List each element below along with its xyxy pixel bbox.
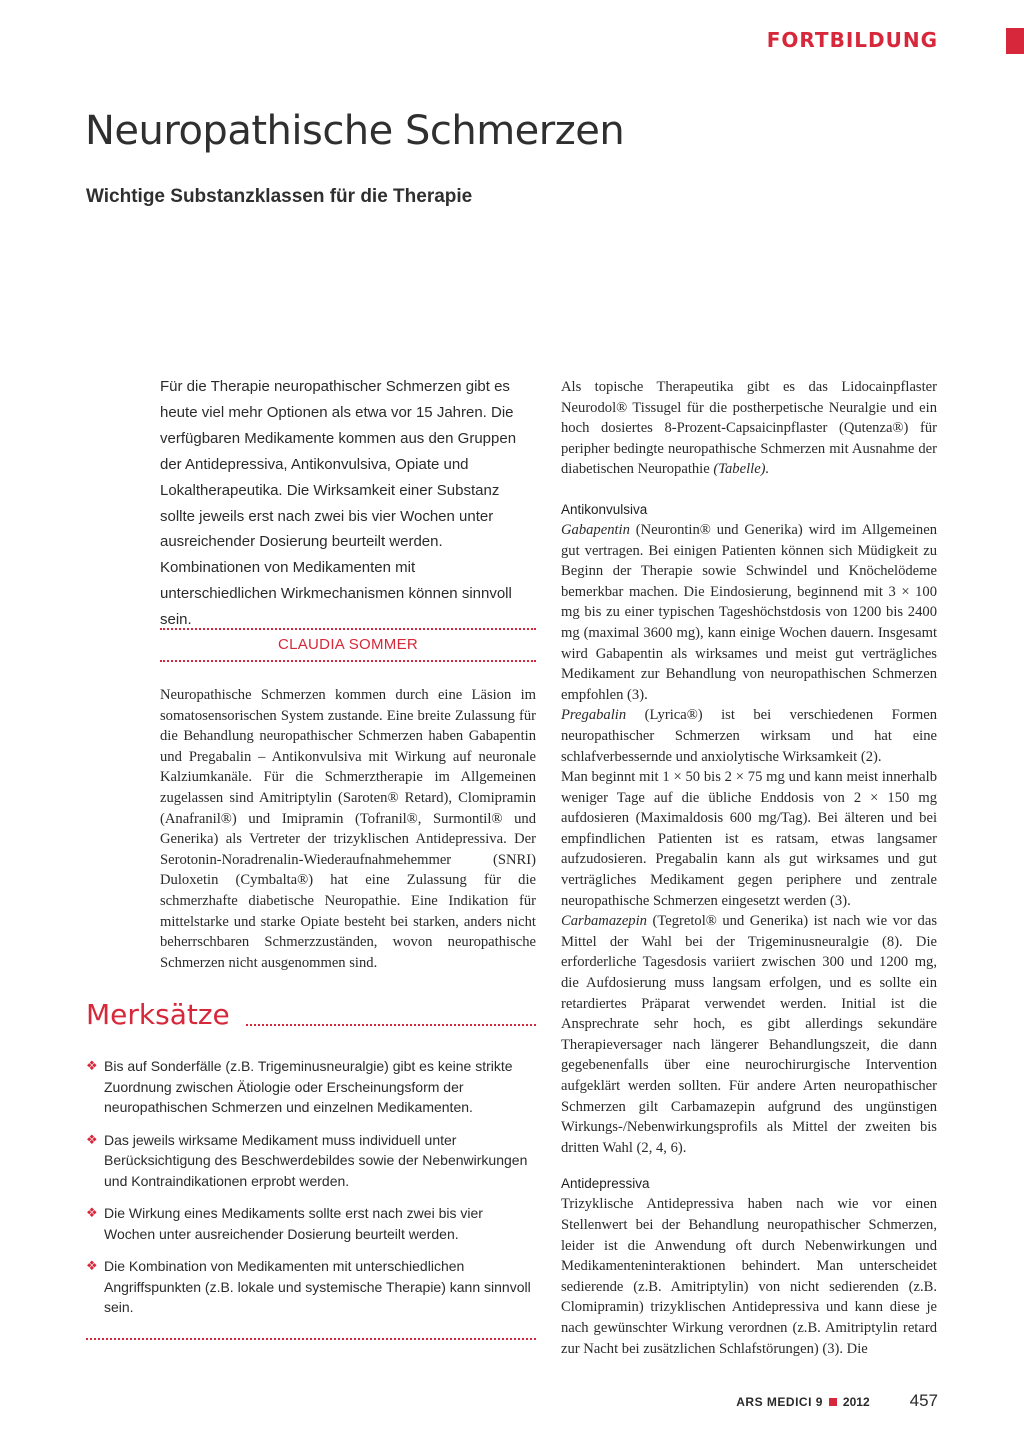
drug-name: Pregabalin [561,707,627,724]
heading-antidepressiva: Antidepressiva [561,1176,650,1192]
merksatz-text: Bis auf Sonderfälle (z.B. Trigeminusneuralgie) gibt es keine strikte Zuordnung zwischen Ätiologie oder Erscheinungsform der neuropathischen Schmerzen und einzelnen Medikamenten. [104,1058,513,1115]
pregabalin-paragraph [561,705,937,767]
journal-name: ARS MEDICI 9 [736,1395,823,1409]
drug-text: (Tegretol® und Generika) ist nach wie vor das Mittel der Wahl bei der Trigeminusneuralgie (8). Die erforderliche Tagesdosis variiert zwischen 300 und 1200 mg, die Aufdosierung muss langsam erfolgen, und es sollte ein retardiertes Präparat verwendet werden. Initial ist die Ansprechrate sehr hoch, es gibt allerdings sekundäre Therapieversager nach längerer Behandlungszeit, die dann gegebenenfalls über eine neurochirurgische Intervention aufgeklärt werden sollten. Für andere Arten neuropathischer Schmerzen gilt Carbamazepin aufgrund des ungünstigen Wirkungs-/Nebenwirkungsprofils als Mittel der zweiten bis dritten Wahl (2, 4, 6). [561,913,937,1156]
merksaetze-divider [246,1024,536,1026]
right-column [561,377,937,1359]
diamond-bullet-icon: ❖ [86,1058,98,1073]
list-item [86,1256,536,1318]
section-marker [1006,28,1024,54]
lead-paragraph: Für die Therapie neuropathischer Schmerzen gibt es heute viel mehr Optionen als etwa vor 15 Jahren. Die verfügbaren Medikamente kommen aus den Gruppen der Antidepressiva, Antikonvulsiva, Opiate und Lokaltherapeutika. Die Wirksamkeit einer Substanz sollte jeweils erst nach zwei bis vier Wochen unter ausreichender Dosierung beurteilt werden. Kombinationen von Medikamenten mit unterschiedlichen Wirkmechanismen können sinnvoll sein. [160,378,517,629]
drug-text: (Lyrica®) ist bei verschiedenen Formen neuropathischer Schmerzen wirksam und hat eine schlafverbessernde und anxiolytische Wirksamkeit (2). [561,707,937,765]
pregabalin-dosing-paragraph: Man beginnt mit 1 × 50 bis 2 × 75 mg und kann meist innerhalb weniger Tage auf die übliche Enddosis von 2 × 150 mg aufdosieren (Maximaldosis 600 mg/Tag). Bei älteren und bei empfindlichen Patienten ist es ratsam, etwas langsamer aufzudosieren. Pregabalin kann als gut wirksames und gut verträgliches Medikament gegen periphere und zentrale neuropathische Schmerzen eingesetzt werden (3). [561,769,937,909]
page-footer [736,1391,938,1411]
merksaetze-title: Merksätze [86,998,230,1031]
merksatz-text: Die Kombination von Medikamenten mit unterschiedlichen Angriffspunkten (z.B. lokale und systemische Therapie) kann sinnvoll sein. [104,1258,531,1315]
section-label: FORTBILDUNG [766,28,938,52]
author-name: CLAUDIA SOMMER [277,636,419,653]
diamond-bullet-icon: ❖ [86,1258,98,1273]
merksatz-text: Die Wirkung eines Medikaments sollte erst nach zwei bis vier Wochen unter ausreichender Dosierung beurteilt werden. [104,1205,483,1242]
table-reference: (Tabelle). [713,461,770,478]
heading-antikonvulsiva: Antikonvulsiva [561,501,648,517]
drug-name: Gabapentin [561,521,630,538]
list-item [86,1203,536,1244]
author-divider-bottom [160,660,536,662]
page-number: 457 [909,1391,938,1410]
list-item [86,1130,536,1192]
article-subtitle: Wichtige Substanzklassen für die Therapie [86,186,473,207]
drug-text: (Neurontin® und Generika) wird im Allgemeinen gut vertragen. Bei einigen Patienten können sich Müdigkeit zu Beginn der Therapie sowie Schwindel und Knöchelödeme bemerkbar machen. Die Eindosierung, beginnend mit 3 × 100 mg bis zu einer typischen Tageshöchstdosis von 1200 bis 2400 mg (maximal 3600 mg), kann einige Wochen dauern. Insgesamt wird Gabapentin als wirksames und meist gut verträgliches Medikament zur Behandlung von neuropathischen Schmerzen empfohlen (3). [561,521,937,703]
merksaetze-bottom-divider [86,1338,536,1340]
journal-year: 2012 [842,1395,870,1409]
author-divider-top [160,628,536,630]
merksaetze-list [86,1056,536,1330]
topical-paragraph [561,377,937,480]
list-item [86,1056,536,1118]
square-icon [829,1398,837,1406]
drug-name: Carbamazepin [561,913,647,930]
gabapentin-paragraph [561,520,937,705]
diamond-bullet-icon: ❖ [86,1131,98,1147]
diamond-bullet-icon: ❖ [86,1205,98,1220]
merksatz-text: Das jeweils wirksame Medikament muss individuell unter Berücksichtigung des Beschwerdebildes sowie der Nebenwirkungen und Kontraindikationen erprobt werden. [104,1131,528,1189]
topical-text: Als topische Therapeutika gibt es das Lidocainpflaster Neurodol® Tissugel für die postherpetische Neuralgie und ein hoch dosiertes 8-Prozent-Capsaicinpflaster (Qutenza®) für peripher bedingte neuropathische Schmerzen mit Ausnahme der diabetischen Neuropathie [561,379,937,478]
intro-paragraph: Neuropathische Schmerzen kommen durch eine Läsion im somatosensorischen System zustande. Eine breite Zulassung für die Behandlung neuropathischer Schmerzen haben Gabapentin und Pregabalin – Antikonvulsiva mit Wirkung auf neuronale Kalziumkanäle. Für die Schmerztherapie im Allgemeinen zugelassen sind Amitriptylin (Saroten® Retard), Clomipramin (Anafranil®) und Imipramin (Tofranil®, Surmontil® und Generika) als Vertreter der trizyklischen Antidepressiva. Der Serotonin-Noradrenalin-Wiederaufnahmehemmer (SNRI) Duloxetin (Cymbalta®) hat eine Zulassung für die schmerzhafte diabetische Neuropathie. Eine Indikation für mittelstarke und starke Opiate besteht bei starken, anders nicht beherrschbaren Schmerzzuständen, wovon neuropathische Schmerzen nicht ausgenommen sind. [160,687,536,971]
antidepressiva-paragraph: Trizyklische Antidepressiva haben nach wie vor einen Stellenwert bei der Behandlung neuropathischer Schmerzen, leider ist die Anwendung oft durch Nebenwirkungen und Medikamenteninteraktionen behindert. Man unterscheidet sedierende (z.B. Amitriptylin) von nicht sedierenden (z.B. Clomipramin) trizyklischen Antidepressiva und kann diese je nach gewünschter Wirkung verordnen (z.B. Amitriptylin retard zur Nacht bei zusätzlichen Schlafstörungen) (3). Die [561,1196,937,1357]
carbamazepin-paragraph [561,911,937,1158]
article-title: Neuropathische Schmerzen [85,108,625,154]
